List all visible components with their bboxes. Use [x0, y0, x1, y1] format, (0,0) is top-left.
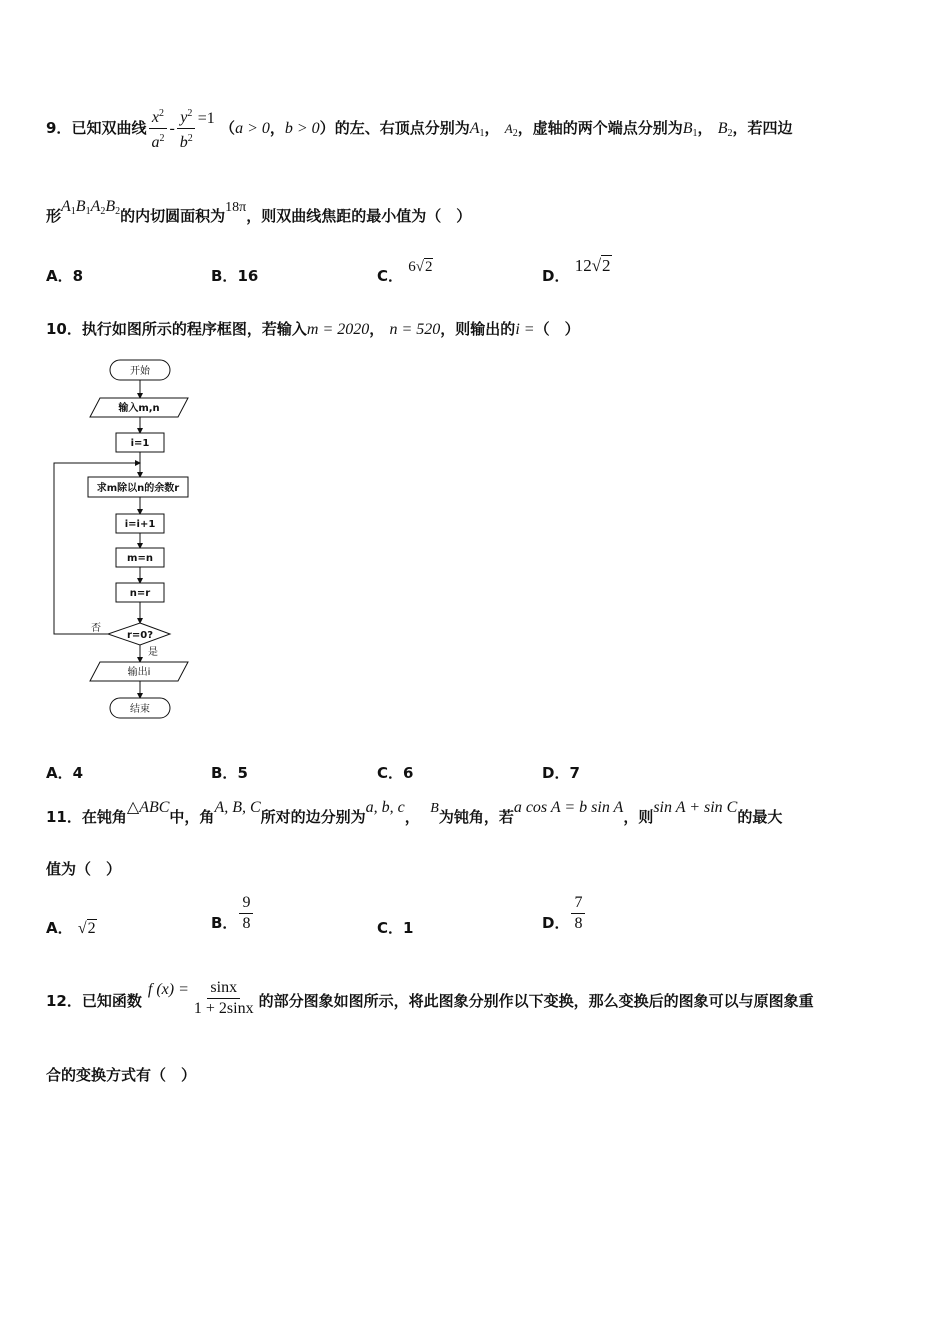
- q11-line2: [46, 858, 121, 879]
- q9-text1: 的左、右顶点分别为: [334, 119, 470, 137]
- q9-intro: 已知双曲线: [71, 119, 147, 137]
- q9-text5: 的内切圆面积为: [120, 207, 226, 225]
- q10-i: i =: [515, 321, 535, 338]
- q9-quad: $A_1B_1A_2B_2$: [61, 198, 121, 217]
- q11-text4: 为钝角，若: [438, 808, 514, 826]
- q9-text4: 形: [46, 207, 62, 225]
- q9-line2: [46, 198, 472, 227]
- flowchart: [50, 355, 210, 730]
- q9-line1: 9．已知双曲线 $\frac{x^2}{a^2}$ - $\frac{y^2}{b^2}$ =1 （a > 0，b > 0）的左、右顶点分别为$A_1$， $A_2$，虚轴的两个端点分别为$B_1$， $B_2$，若四边: [46, 104, 793, 153]
- q10-text1: 执行如图所示的程序框图，若输入: [81, 320, 307, 338]
- q11-option-a[interactable]: A． √2: [46, 919, 96, 937]
- q11-text2: 中，角: [169, 808, 215, 826]
- q9-A1: $A_1$: [469, 120, 485, 139]
- q9-A2: $A_2$: [504, 121, 518, 139]
- fc-input: 输入m,n: [118, 403, 160, 414]
- q12-text3: 合的变换方式有（ ）: [46, 1066, 197, 1084]
- q11-text6: 的最大: [737, 808, 783, 826]
- q10-line1: 10．执行如图所示的程序框图，若输入m = 2020， n = 520，则输出的i =（ ）: [46, 320, 580, 338]
- fc-assign-n: n=r: [129, 588, 151, 599]
- fc-inc: i=i+1: [124, 519, 156, 530]
- q10-n: n = 520: [389, 321, 441, 338]
- q12-fx: f (x) =: [147, 981, 189, 998]
- q11-triangle: △ABC: [126, 799, 170, 816]
- fc-cond: r=0?: [126, 630, 154, 641]
- fc-start: 开始: [130, 366, 150, 377]
- q12-text1: 已知函数: [81, 992, 142, 1010]
- q12-number: 12．: [46, 992, 82, 1010]
- q12-line1: [46, 978, 814, 1019]
- q10-text3: （ ）: [534, 320, 580, 338]
- q9-option-c[interactable]: C． 6√2: [377, 259, 433, 285]
- fc-yes: 是: [148, 647, 158, 658]
- q11-angles: A, B, C: [214, 799, 261, 816]
- q11-option-b[interactable]: B． $\frac{9}{8}$: [211, 893, 255, 934]
- fc-end: 结束: [130, 704, 150, 715]
- q11-sides: a, b, c: [365, 799, 405, 816]
- q9-frac-x: $\frac{x^2}{a^2}$: [148, 104, 167, 153]
- fc-init: i=1: [130, 438, 150, 449]
- q11-expr: sin A + sin C: [653, 799, 738, 816]
- fc-assign-m: m=n: [127, 553, 153, 564]
- q11-option-d[interactable]: D． $\frac{7}{8}$: [542, 893, 587, 934]
- q10-m: m = 2020: [306, 321, 370, 338]
- q9-cond-b: b > 0: [284, 120, 320, 137]
- q9-option-a[interactable]: A．8: [46, 267, 84, 285]
- q9-B1: $B_1$: [682, 120, 698, 139]
- q11-option-c[interactable]: C．1: [377, 919, 414, 937]
- fc-remainder: 求m除以n的余数r: [96, 483, 180, 494]
- q9-text2: ，虚轴的两个端点分别为: [517, 119, 683, 137]
- q11-cond: a cos A = b sin A: [513, 799, 624, 816]
- q9-option-d[interactable]: D． 12√2: [542, 256, 611, 285]
- q11-text1: 在钝角: [81, 808, 127, 826]
- q9-eq: =1: [197, 110, 215, 127]
- q10-number: 10．: [46, 320, 82, 338]
- q12-frac: $\frac{\sin x}{1 + 2\sin x}$: [193, 979, 254, 1017]
- q11-line1: 11．在钝角△ABC中，角A, B, C所对的边分别为a, b, c， B为钝角，若a cos A = b sin A，则sin A + sin C的最大: [46, 799, 783, 826]
- q9-frac-y: $\frac{y^2}{b^2}$: [177, 104, 196, 153]
- q10-option-d[interactable]: D．7: [542, 764, 580, 782]
- q11-text7: 值为（ ）: [46, 860, 122, 878]
- q10-option-b[interactable]: B．5: [211, 764, 248, 782]
- q12-text2: 的部分图象如图所示，将此图象分别作以下变换，那么变换后的图象可以与原图象重: [258, 992, 814, 1010]
- q9-cond-a: a > 0: [235, 120, 270, 137]
- q9-number: 9．: [46, 119, 72, 137]
- q11-number: 11．: [46, 808, 82, 826]
- q10-text2: ，则输出的: [440, 320, 516, 338]
- q11-text5: ，则: [623, 808, 654, 826]
- q9-area: 18π: [225, 200, 247, 215]
- q12-line2: [46, 1064, 196, 1085]
- q11-text3: 所对的边分别为: [260, 808, 366, 826]
- q10-option-c[interactable]: C．6: [377, 764, 414, 782]
- q10-option-a[interactable]: A．4: [46, 764, 84, 782]
- q9-text3: ，若四边: [732, 119, 793, 137]
- q11-B: B: [430, 801, 439, 816]
- fc-no: 否: [91, 623, 101, 634]
- fc-output: 输出i: [127, 667, 151, 678]
- q9-text6: ，则双曲线焦距的最小值为（ ）: [246, 207, 472, 225]
- q9-minus: -: [169, 120, 175, 137]
- q9-option-b[interactable]: B．16: [211, 267, 259, 285]
- q9-B2: $B_2$: [717, 120, 733, 139]
